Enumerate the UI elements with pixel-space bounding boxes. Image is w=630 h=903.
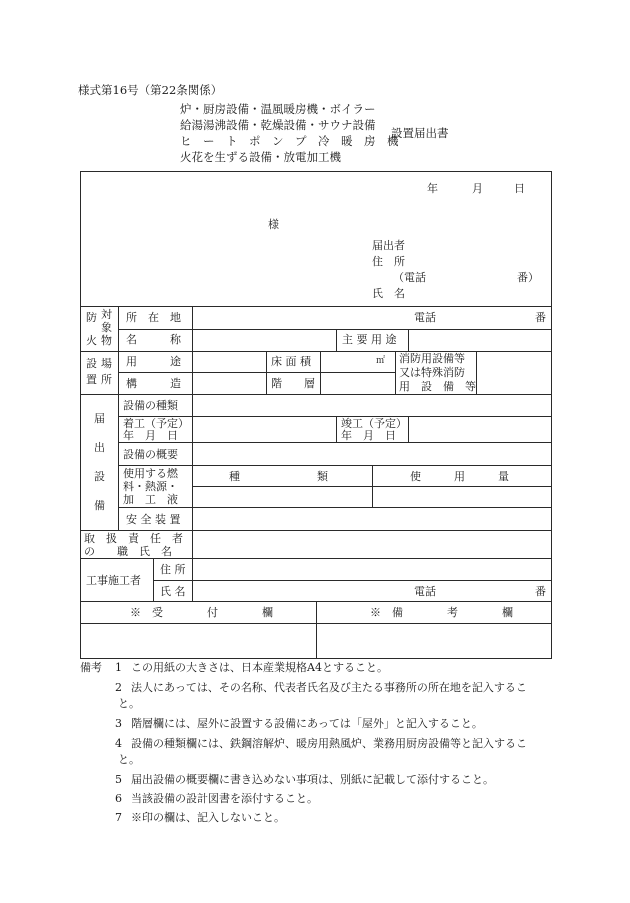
equip-safety-label: 安 全 装 置: [126, 513, 181, 526]
note-num-3: 3: [115, 717, 122, 730]
equip-label-3: 設: [94, 470, 105, 483]
equip-label-1: 届: [94, 412, 105, 425]
note-cont-4: と。: [118, 753, 140, 766]
equip-type-label: 設備の種類: [123, 399, 178, 412]
applicant-phone-open: （電話: [393, 271, 426, 284]
site-floor-label: 階 層: [271, 377, 315, 390]
target-location-label: 所 在 地: [126, 311, 181, 324]
note-num-2: 2: [115, 681, 122, 694]
manager-label-2: の 職 氏 名: [84, 545, 172, 558]
applicant-label: 届出者: [372, 239, 405, 252]
site-label-c1-b: 置: [86, 373, 97, 386]
equip-kind-header: 種 類: [229, 470, 328, 483]
site-floor-area-label: 床 面 積: [271, 355, 311, 368]
note-text-7: ※印の欄は、記入しないこと。: [131, 811, 285, 824]
note-num-4: 4: [115, 737, 122, 750]
title-line-1: 炉・厨房設備・温風暖房機・ボイラー: [180, 102, 376, 116]
target-phone-label: 電話: [414, 311, 436, 324]
note-text-6: 当該設備の設計図書を添付すること。: [131, 792, 318, 805]
equip-fuel-3: 加 工 液: [123, 493, 178, 506]
applicant-name-label: 氏 名: [372, 287, 405, 300]
date-day: 日: [514, 182, 525, 195]
site-use-label: 用 途: [126, 355, 181, 368]
note-text-4: 設備の種類欄には、鉄鋼溶解炉、暖房用熱風炉、業務用厨房設備等と記入するこ: [131, 737, 527, 750]
equip-label-4: 備: [94, 499, 105, 512]
contractor-phone-label: 電話: [414, 585, 436, 598]
equip-start-1: 着工（予定）: [123, 417, 189, 430]
applicant-phone-close: 番）: [517, 271, 539, 284]
target-name-label: 名 称: [126, 333, 181, 346]
receipt-header: ※ 受 付 欄: [130, 606, 273, 619]
target-label-c1-a: 防: [86, 311, 97, 324]
date-month: 月: [472, 182, 483, 195]
note-num-7: 7: [115, 811, 122, 824]
applicant-address-label: 住 所: [372, 255, 405, 268]
target-label-c2-c: 物: [101, 334, 112, 347]
target-label-c1-b: 火: [86, 334, 97, 347]
site-structure-label: 構 造: [126, 377, 181, 390]
equip-fuel-2: 料・熱源・: [123, 480, 178, 493]
contractor-phone-ban: 番: [535, 585, 546, 598]
site-label-c2-b: 所: [101, 373, 112, 386]
title-suffix: 設置届出書: [391, 126, 449, 140]
addressee-sama: 様: [268, 218, 279, 231]
note-num-5: 5: [115, 773, 122, 786]
site-label-c1-a: 設: [86, 357, 97, 370]
contractor-label: 工事施工者: [86, 574, 141, 587]
remarks-header: ※ 備 考 欄: [370, 606, 513, 619]
site-fire-equip-3: 用 設 備 等: [399, 380, 476, 393]
site-label-c2-a: 場: [101, 357, 112, 370]
manager-label-1: 取 扱 責 任 者: [84, 532, 183, 545]
note-num-1: 1: [115, 661, 122, 674]
title-line-3: ヒ ー ト ポ ン プ 冷 暖 房 機: [180, 134, 399, 148]
note-cont-2: と。: [118, 697, 140, 710]
title-line-4: 火花を生ずる設備・放電加工機: [180, 150, 341, 164]
note-text-2: 法人にあっては、その名称、代表者氏名及び主たる事務所の所在地を記入するこ: [131, 681, 527, 694]
target-phone-ban: 番: [535, 311, 546, 324]
equip-overview-label: 設備の概要: [123, 448, 178, 461]
notes-heading: 備考: [80, 661, 102, 674]
title-line-2: 給湯湯沸設備・乾燥設備・サウナ設備: [180, 118, 376, 132]
site-fire-equip-1: 消防用設備等: [399, 352, 465, 365]
contractor-name-label: 氏 名: [160, 585, 186, 598]
note-text-5: 届出設備の概要欄に書き込めない事項は、別紙に記載して添付すること。: [131, 773, 494, 786]
target-main-use-label: 主 要 用 途: [342, 333, 397, 346]
note-text-1: この用紙の大きさは、日本産業規格A4とすること。: [131, 661, 388, 674]
target-label-c2-b: 象: [101, 321, 112, 334]
note-text-3: 階層欄には、屋外に設置する設備にあっては「屋外」と記入すること。: [131, 717, 483, 730]
equip-start-2: 年 月 日: [123, 429, 178, 442]
target-label-c2-a: 対: [101, 308, 112, 321]
equip-finish-1: 竣工（予定）: [341, 417, 407, 430]
site-fire-equip-2: 又は特殊消防: [399, 366, 465, 379]
equip-finish-2: 年 月 日: [341, 429, 396, 442]
form-number: 様式第16号（第22条関係）: [78, 83, 223, 97]
equip-fuel-1: 使用する燃: [123, 467, 178, 480]
contractor-address-label: 住 所: [160, 563, 186, 576]
date-year: 年: [427, 182, 438, 195]
equip-label-2: 出: [94, 441, 105, 454]
equip-amount-header: 使 用 量: [410, 470, 509, 483]
site-sqm-unit: ㎡: [376, 356, 386, 366]
note-num-6: 6: [115, 792, 122, 805]
